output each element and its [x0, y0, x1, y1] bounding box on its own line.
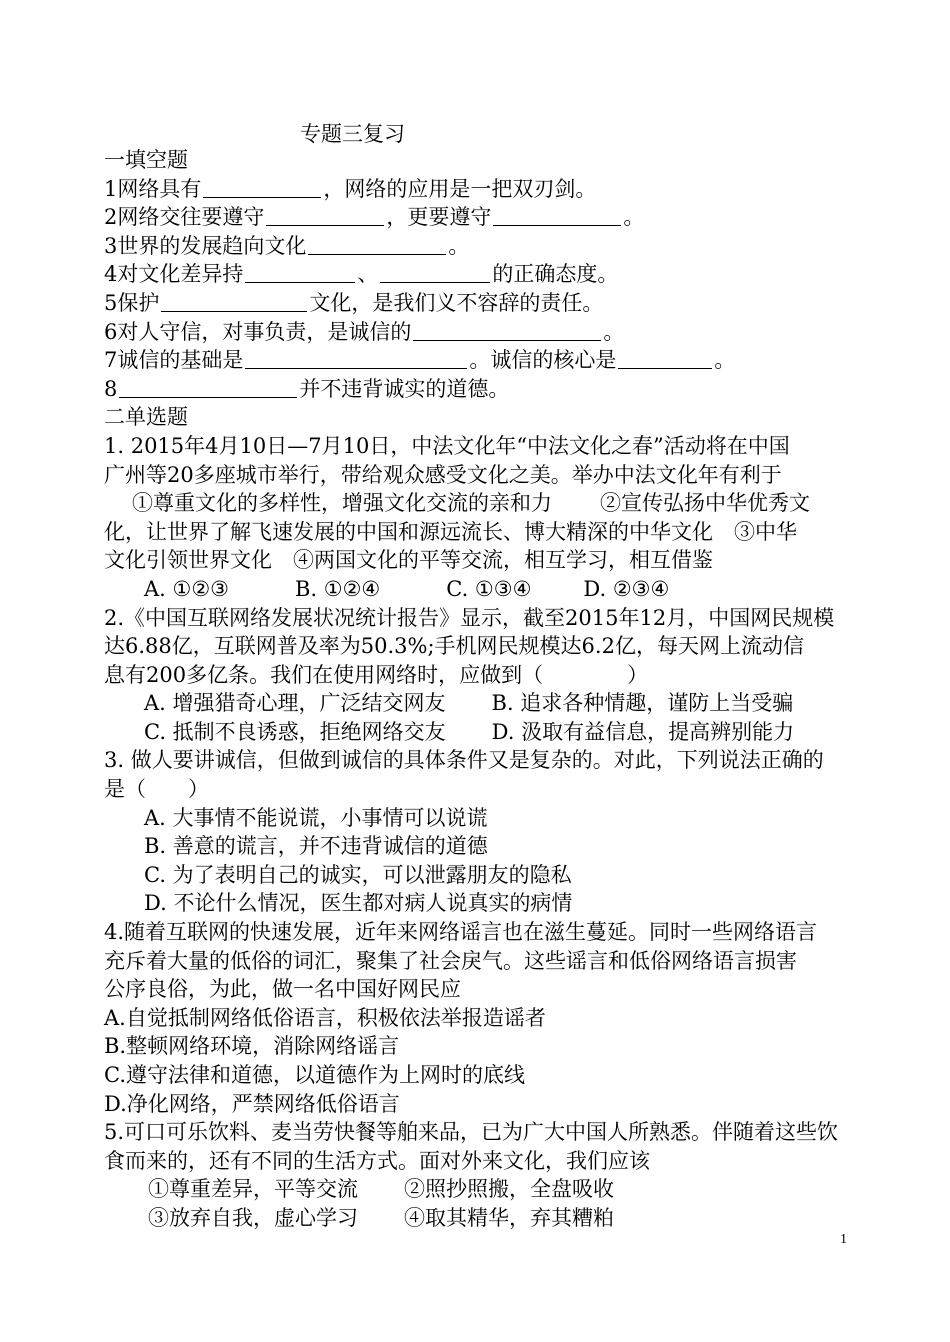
section-heading-fill-blank: 一填空题	[104, 148, 188, 172]
option-a: A. 大事情不能说谎，小事情可以说谎	[144, 805, 488, 830]
choice-question-2-options-cd	[104, 718, 864, 747]
item-2: ②照抄照搬，全盘吸收	[404, 1177, 614, 1202]
option-d: D. 不论什么情况，医生都对病人说真实的病情	[144, 891, 573, 916]
option-c: C. ①③④	[446, 576, 532, 601]
answer-blank	[618, 348, 712, 369]
fill-question-7: 7诚信的基础是 。诚信的核心是 。	[104, 348, 736, 373]
choice-question-1-line-1: 1. 2015年4月10日—7月10日，中法文化年“中法文化之春”活动将在中国	[104, 433, 790, 458]
answer-blank	[119, 377, 297, 398]
choice-question-5-items-12	[104, 1175, 864, 1204]
fill-question-5: 5保护 文化，是我们义不容辞的责任。	[104, 290, 604, 315]
choice-question-2-options-ab	[104, 689, 864, 718]
fill-question-2: 2网络交往要遵守 ，更要遵守 。	[104, 205, 645, 230]
choice-question-1-line-5: 文化引领世界文化 ④两国文化的平等交流，相互学习，相互借鉴	[104, 548, 713, 573]
option-b: B. 善意的谎言，并不违背诚信的道德	[144, 834, 488, 859]
item-4: ④取其精华，弃其糟粕	[404, 1205, 614, 1230]
option-b: B. ①②④	[295, 576, 381, 601]
fill-question-8: 8 并不违背诚实的道德。	[104, 376, 510, 401]
item-1: ①尊重差异，平等交流	[148, 1177, 358, 1202]
choice-question-1-line-4: 化，让世界了解飞速发展的中国和源远流长、博大精深的中华文化 ③中华	[104, 519, 797, 544]
choice-question-4-line-1: 4.随着互联网的快速发展，近年来网络谣言也在滋生蔓延。同时一些网络语言	[104, 920, 818, 945]
answer-blank	[161, 291, 307, 312]
answer-blank	[413, 320, 601, 341]
item-3: ③放弃自我，虚心学习	[148, 1205, 358, 1230]
page-title: 专题三复习	[300, 122, 405, 146]
answer-blank	[245, 348, 467, 369]
choice-question-1-options	[104, 575, 864, 604]
option-d: D.净化网络，严禁网络低俗语言	[104, 1091, 400, 1116]
option-c: C. 为了表明自己的诚实，可以泄露朋友的隐私	[144, 862, 572, 887]
option-a: A. 增强猎奇心理，广泛结交网友	[144, 691, 446, 716]
option-c: C. 抵制不良诱惑，拒绝网络交友	[144, 719, 446, 744]
choice-question-5-items-34	[104, 1204, 864, 1233]
answer-blank	[493, 205, 621, 226]
choice-question-2-line-1: 2.《中国互联网络发展状况统计报告》显示，截至2015年12月，中国网民规模	[104, 605, 835, 630]
section-heading-single-choice: 二单选题	[104, 405, 188, 430]
choice-question-3-line-2: 是（ ）	[104, 777, 209, 802]
fill-question-6: 6对人守信，对事负责，是诚信的 。	[104, 319, 625, 344]
option-d: D. ②③④	[583, 576, 670, 601]
option-a: A.自觉抵制网络低俗语言，积极依法举报造谣者	[104, 1005, 546, 1030]
choice-question-4-line-2: 充斥着大量的低俗的词汇，聚集了社会戾气。这些谣言和低俗网络语言损害	[104, 948, 797, 973]
option-b: B.整顿网络环境，消除网络谣言	[104, 1034, 400, 1059]
choice-question-1-line-3: ①尊重文化的多样性，增强文化交流的亲和力 ②宣传弘扬中华优秀文	[132, 491, 810, 516]
fill-question-3: 3世界的发展趋向文化 。	[104, 233, 470, 258]
answer-blank	[245, 262, 355, 283]
fill-question-1: 1网络具有 ，网络的应用是一把双刃剑。	[104, 176, 597, 201]
answer-blank	[266, 205, 384, 226]
choice-question-3-line-1: 3. 做人要讲诚信，但做到诚信的具体条件又是复杂的。对此，下列说法正确的	[104, 748, 824, 773]
option-b: B. 追求各种情趣，谨防上当受骗	[491, 691, 794, 716]
option-c: C.遵守法律和道德，以道德作为上网时的底线	[104, 1063, 525, 1087]
document-body	[104, 146, 864, 1233]
choice-question-5-line-1: 5.可口可乐饮料、麦当劳快餐等舶来品，已为广大中国人所熟悉。伴随着这些饮	[104, 1120, 839, 1145]
choice-question-2-line-2: 达6.88亿，互联网普及率为50.3%;手机网民规模达6.2亿，每天网上流动信	[104, 634, 804, 659]
option-d: D. 汲取有益信息，提高辨别能力	[491, 719, 795, 744]
choice-question-4-line-3: 公序良俗，为此，做一名中国好网民应	[104, 977, 461, 1002]
option-a: A. ①②③	[144, 576, 229, 601]
choice-question-2-line-3: 息有200多亿条。我们在使用网络时，应做到（ ）	[104, 662, 649, 687]
answer-blank	[203, 177, 321, 198]
answer-blank	[380, 262, 490, 283]
choice-question-1-line-2: 广州等20多座城市举行，带给观众感受文化之美。举办中法文化年有利于	[104, 462, 782, 487]
page-number: 1	[840, 1232, 847, 1247]
choice-question-5-line-2: 食而来的，还有不同的生活方式。面对外来文化，我们应该	[104, 1148, 650, 1173]
fill-question-4: 4对文化差异持 、 的正确态度。	[104, 262, 619, 287]
answer-blank	[308, 234, 446, 255]
